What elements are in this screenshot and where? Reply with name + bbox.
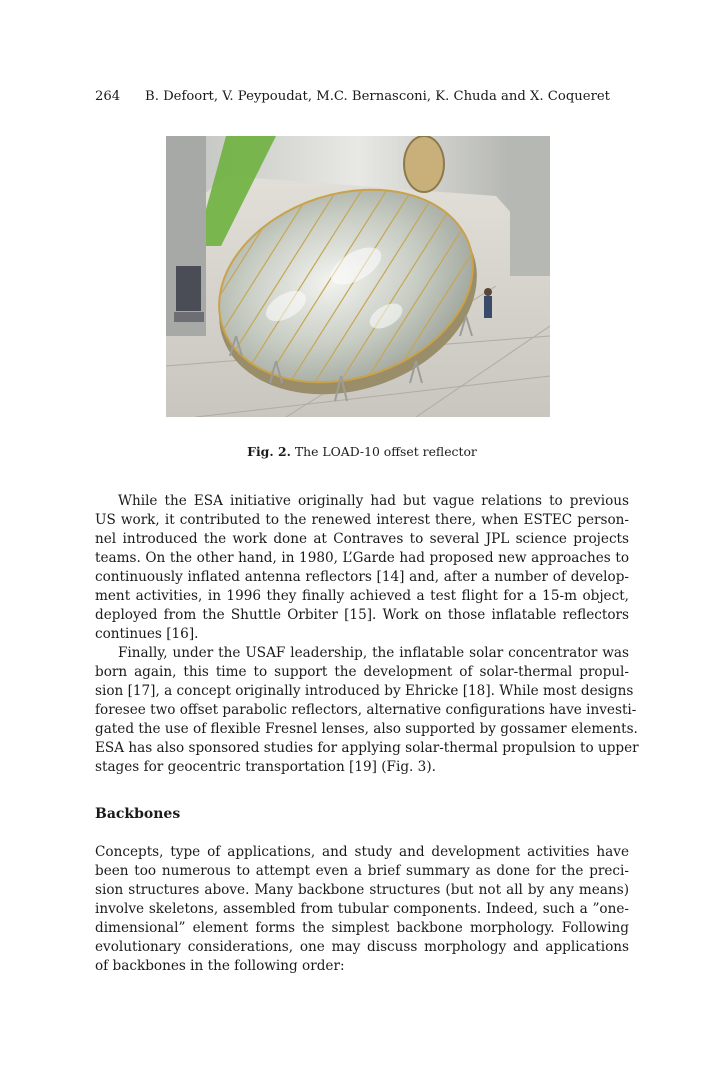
text-line: foresee two offset parabolic reflectors, alternative configurations have investi- [95, 702, 637, 718]
text-line: nel introduced the work done at Contraves to several JPL science projects [95, 531, 629, 547]
text-line: continuously inflated antenna reflectors [14] and, after a number of develop- [95, 569, 629, 585]
figure-caption-text: The LOAD-10 offset reflector [294, 444, 477, 459]
body-text-block [95, 492, 639, 777]
text-line: ESA has also sponsored studies for applying solar-thermal propulsion to upper [95, 740, 639, 756]
body-text-block [95, 843, 629, 976]
running-head [95, 89, 635, 104]
paragraph [95, 492, 629, 644]
text-line: gated the use of flexible Fresnel lenses, also supported by gossamer elements. [95, 721, 638, 737]
figure-photo-reflector [166, 136, 550, 417]
text-line: dimensional” element forms the simplest backbone morphology. Following [95, 920, 629, 936]
paragraph [95, 644, 639, 777]
text-line: born again, this time to support the development of solar-thermal propul- [95, 664, 629, 680]
figure-label: Fig. 2. [247, 444, 291, 459]
text-line: of backbones in the following order: [95, 958, 345, 974]
text-line: teams. On the other hand, in 1980, L’Garde had proposed new approaches to [95, 550, 629, 566]
text-line: Concepts, type of applications, and study and development activities have [95, 844, 629, 860]
text-line: While the ESA initiative originally had but vague relations to previous [118, 493, 629, 509]
author-list: B. Defoort, V. Peypoudat, M.C. Bernasconi, K. Chuda and X. Coqueret [145, 89, 610, 104]
text-line: been too numerous to attempt even a brief summary as done for the preci- [95, 863, 629, 879]
text-line: evolutionary considerations, one may discuss morphology and applications [95, 939, 629, 955]
page-number: 264 [95, 89, 121, 104]
paragraph [95, 843, 629, 976]
text-line: ment activities, in 1996 they finally achieved a test flight for a 15-m object, [95, 588, 629, 604]
text-line: sion structures above. Many backbone structures (but not all by any means) [95, 882, 629, 898]
section-heading: Backbones [95, 806, 181, 822]
reflector-photo-illustration [166, 136, 550, 417]
text-line: stages for geocentric transportation [19] (Fig. 3). [95, 759, 436, 775]
figure-caption [95, 444, 629, 459]
text-line: US work, it contributed to the renewed interest there, when ESTEC person- [95, 512, 629, 528]
text-line: continues [16]. [95, 626, 199, 642]
text-line: Finally, under the USAF leadership, the inflatable solar concentrator was [118, 645, 629, 661]
text-line: deployed from the Shuttle Orbiter [15]. Work on those inflatable reflectors [95, 607, 629, 623]
text-line: sion [17], a concept originally introduced by Ehricke [18]. While most designs [95, 683, 634, 699]
text-line: involve skeletons, assembled from tubular components. Indeed, such a ”one- [95, 901, 629, 917]
